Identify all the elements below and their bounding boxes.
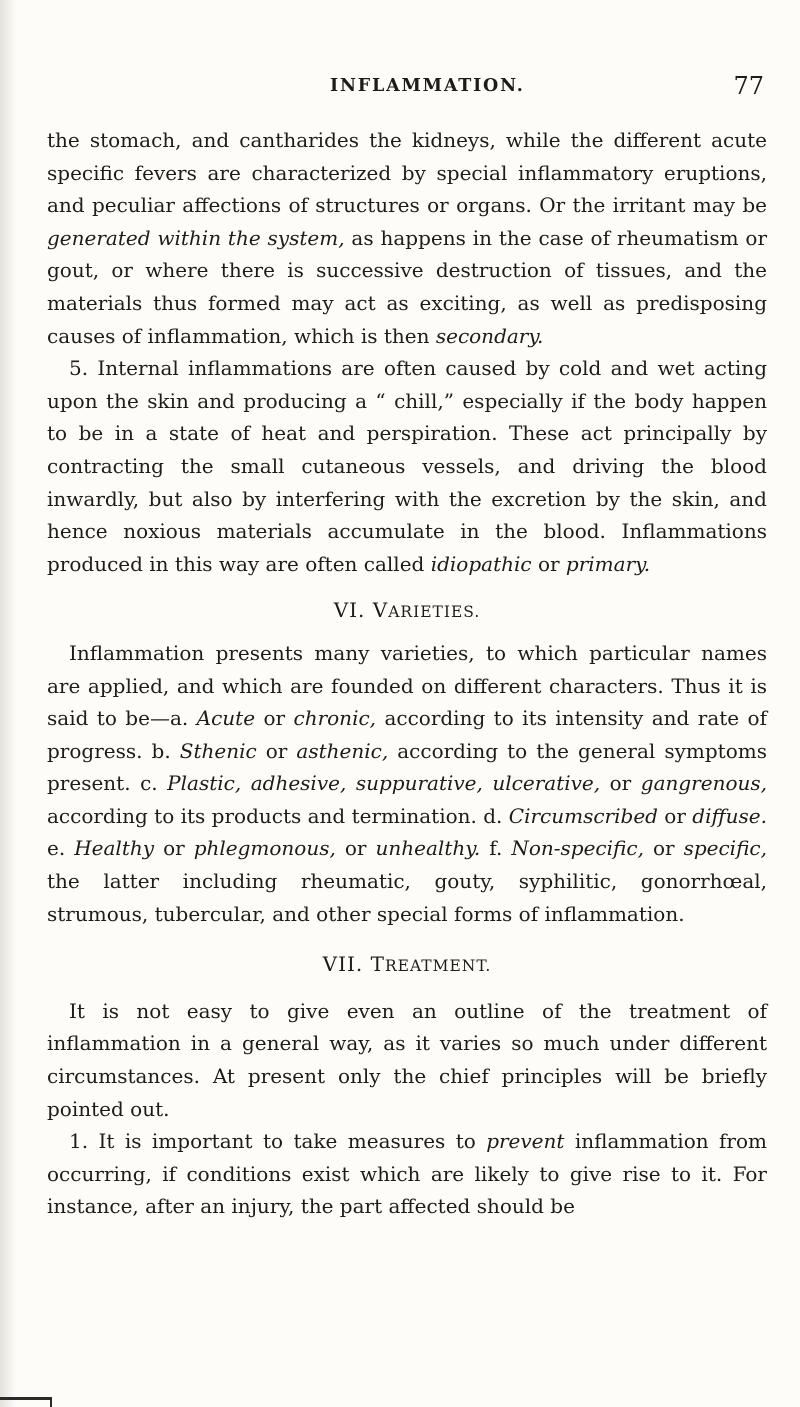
scan-corner-mark (0, 1397, 52, 1407)
paragraph-prevention: 1. It is important to take measures to prevent inflammation from occurring, if conditions exist which are likely to give rise to it. For instance, after an injury, the part affected should be (47, 1129, 767, 1219)
paragraph-varieties: Inflammation presents many varieties, to which particular names are applied, and which are founded on different characters. Thus it is said to be—a. Acute or chronic, according to its intensity and rate of progress. b. Sthenic or asthenic, according to the general symptoms present. c. Plastic, adhesive, suppurative, ulcerative, or gangrenous, according to its products and termination. d. Circumscribed or diffuse. e. Healthy or phlegmonous, or unhealthy. f. Non-specific, or specific, the latter including rheumatic, gouty, syphilitic, gonorrhœal, strumous, tubercular, and other special forms of inflammation. (47, 640, 767, 926)
running-title: INFLAMMATION. (330, 76, 525, 96)
section-heading-treatment: VII. TREATMENT. (322, 952, 492, 977)
paragraph-internal-inflammations: 5. Internal inflammations are often caused by cold and wet acting upon the skin and producing a “ chill,” especially if the body happen to be in a state of heat and perspiration. These act principally by contracting the small cutaneous vessels, and driving the blood inwardly, but also by interfering with the excretion by the skin, and hence noxious materials accumulate in the blood. Inflammations produced in this way are often called idiopathic or primary. (47, 356, 767, 576)
paragraph-treatment-intro: It is not easy to give even an outline of the treatment of inflammation in a general way, as it varies so much under different circumstances. At present only the chief principles will be briefly pointed out. (47, 998, 767, 1121)
paragraph-causes-continued: the stomach, and cantharides the kidneys, while the different acute specific fevers are characterized by special inflammatory eruptions, and peculiar affections of structures or organs. Or the irritant may be generated within the system, as happens in the case of rheumatism or gout, or where there is successive destruction of tissues, and the materials thus formed may act as exciting, as well as predisposing causes of inflammation, which is then secondary. (47, 128, 768, 348)
body-text (47, 124, 767, 1223)
page-gutter-shadow (0, 0, 16, 1407)
running-header (330, 72, 764, 116)
page-number: 77 (733, 72, 764, 100)
section-heading-varieties: VI. VARIETIES. (333, 598, 481, 623)
